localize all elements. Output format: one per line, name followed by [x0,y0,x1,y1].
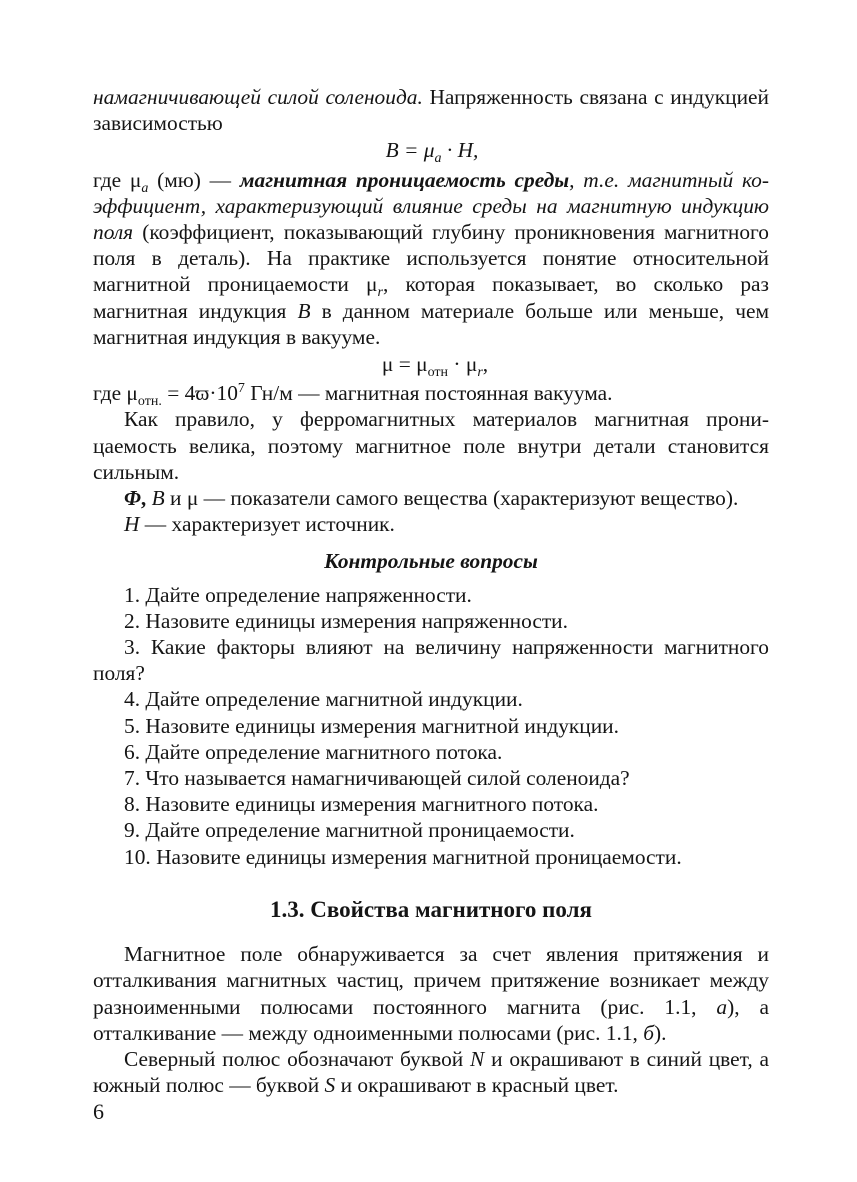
text: Гн/м — магнитная постоянная вакуума. [244,381,613,406]
comma: , [140,486,147,511]
text: и μ — показатели самого вещества (характеризуют вещество). [164,486,739,511]
paragraph-intro [93,84,769,136]
questions-list [93,582,769,870]
text: Северный полюс обозначают буквой [124,1046,471,1071]
section-title: 1.3. Свойства магнитного поля [270,896,592,922]
subscript: отн. [137,394,162,410]
text: — характеризует источник. [139,512,395,537]
paragraph-attraction [93,941,769,1046]
symbol-b: B [297,298,311,323]
text: где μ [93,167,142,192]
text: ), а отталкивание — между одноименными полюсами (рис. 1.1, [93,994,769,1045]
text: ). [654,1020,667,1045]
page-number: 6 [93,1099,104,1124]
list-item: 4. Дайте определение магнитной индукции. [124,687,523,712]
list-item: 8. Назовите единицы измерения магнитного потока. [124,792,599,817]
list-item: 6. Дайте определение магнитного потока. [124,739,503,764]
symbol-b: B [146,486,165,511]
text: и окрашивают в синий цвет, а южный полюс — буквой [93,1046,769,1098]
formula-mu-relative [93,351,769,381]
text: = 4ϖ·10 [161,381,238,406]
paragraph-permeability [93,167,769,350]
symbol-h: H [124,512,140,537]
formula-lhs: B = μ [385,138,435,163]
subscript: r [377,285,383,301]
formula-subscript: r [477,365,483,381]
symbol-phi: Φ [124,486,141,511]
paragraph-source [93,511,769,537]
formula-b-mu-h [93,137,769,167]
formula-subscript: отн [427,365,449,381]
paragraph-material-indicators [93,485,769,511]
text: Напряженность связана с индукцией зависимостью [93,85,769,136]
symbol-s: S [324,1073,336,1098]
superscript: 7 [237,381,245,397]
formula-subscript: a [434,151,442,167]
list-item: 9. Дайте определение магнитной проницаемости. [124,818,575,843]
italic-term: намагничивающей силой соленоида. [93,85,423,109]
formula-end: , [482,352,489,377]
list-item: 3. Какие факторы влияют на величину напряженности магнитного поля? [93,635,769,686]
page-content [93,84,769,1098]
formula-mid: · μ [448,352,478,377]
figure-ref-b: б [643,1020,655,1045]
text: где μ [93,381,138,406]
text: , которая показывает, во сколько раз магнитная индукция [93,272,769,323]
formula-lhs: μ = μ [381,352,428,377]
paragraph-poles [93,1046,769,1098]
text: (коэффициент, показывающий глубину проникновения магнитного поля в деталь). На практике используется понятие относительной магнитной проницаемости μ [93,220,769,297]
figure-ref-a: а [716,994,728,1019]
list-item: 5. Назовите единицы измерения магнитной индукции. [124,713,619,738]
paragraph-vacuum-constant [93,380,769,410]
bold-term: магнитная проницаемость среды [239,167,570,192]
subscript: a [141,180,149,196]
list-item: 1. Дайте определение напряженности. [124,582,472,607]
list-item: 10. Назовите единицы измерения магнитной проницаемости. [124,844,682,869]
symbol-n: N [470,1046,485,1071]
text: (мю) — [148,167,240,192]
list-item: 2. Назовите единицы измерения напряженности. [124,608,568,633]
formula-rhs: · H, [441,138,479,163]
paragraph-ferromagnetic: Как правило, у ферромагнитных материалов магнитная проницаемость велика, поэтому магнитное поле внутри детали становится сильным. [93,407,769,484]
text: Магнитное поле обнаруживается за счет явления притяжения и отталкивания магнитных частиц, причем притяжение возникает между разноименными полюсами постоянного магнита (рис. 1.1, [93,942,769,1019]
list-item: 7. Что называется намагничивающей силой соленоида? [124,766,630,791]
italic-definition: , т.е. магнитный коэффициент, характеризующий влияние среды на магнитную индукцию поля [93,167,770,245]
questions-title: Контрольные вопросы [324,549,538,574]
text: и окрашивают в красный цвет. [335,1073,619,1098]
text: в данном материале больше или меньше, чем магнитная индукция в вакууме. [93,298,769,349]
